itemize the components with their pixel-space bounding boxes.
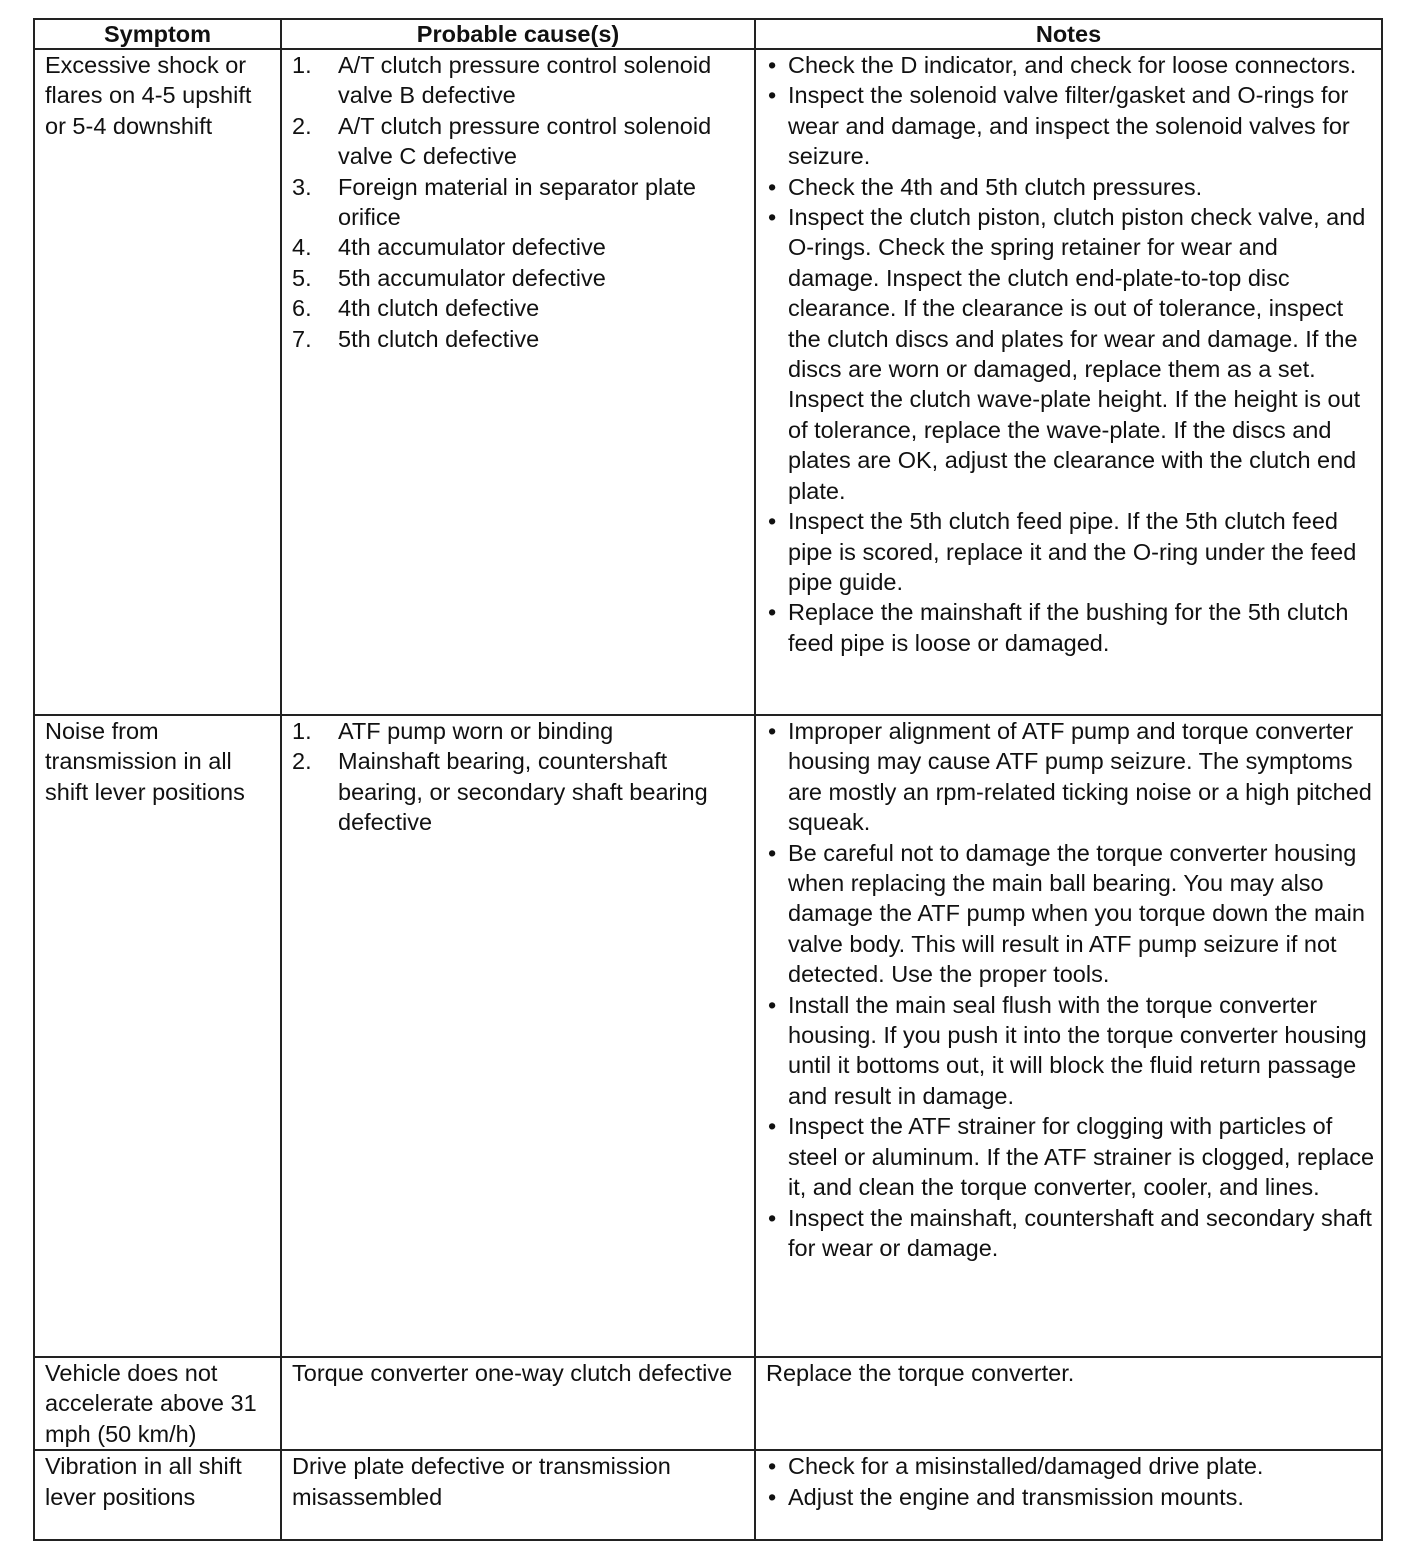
cause-text: 4th clutch defective [338, 295, 540, 322]
notes-cell: Replace the torque converter. [755, 1357, 1382, 1450]
symptom-cell: Noise from transmission in all shift lever positions [34, 715, 281, 1357]
note-text: Be careful not to damage the torque converter housing when replacing the main ball bearing. You may also damage the ATF pump when you torque down the main valve body. This will result in ATF pump seizure if not detected. Use the proper tools. [788, 839, 1365, 988]
cause-item [292, 746, 748, 837]
cause-number: 1. [292, 718, 312, 744]
cause-text: 5th accumulator defective [338, 264, 606, 291]
cause-item [292, 172, 748, 233]
cause-cell: Drive plate defective or transmission misassembled [281, 1450, 755, 1540]
note-item [766, 1451, 1375, 1481]
notes-cell [755, 1450, 1382, 1540]
note-text: Install the main seal flush with the torque converter housing. If you push it into the torque converter housing until it bottoms out, it will block the fluid return passage and result in damage. [788, 991, 1367, 1109]
bullet-icon: • [768, 599, 777, 626]
note-item [766, 1111, 1375, 1202]
symptom-cell: Vehicle does not accelerate above 31 mph (50 km/h) [34, 1357, 281, 1450]
symptom-cell: Vibration in all shift lever positions [34, 1450, 281, 1540]
note-text: Inspect the solenoid valve filter/gasket and O-rings for wear and damage, and inspect the solenoid valves for seizure. [788, 82, 1350, 170]
cause-text: 4th accumulator defective [338, 234, 606, 261]
cause-number: 2. [292, 112, 312, 139]
cause-text: A/T clutch pressure control solenoid valve C defective [338, 112, 712, 170]
note-text: Check the 4th and 5th clutch pressures. [788, 173, 1203, 200]
table-row [34, 1450, 1382, 1540]
note-item [766, 990, 1375, 1112]
cause-number: 7. [292, 325, 312, 352]
cause-list [292, 50, 748, 354]
bullet-icon: • [768, 1483, 777, 1510]
notes-cell [755, 49, 1382, 715]
cause-item [292, 111, 748, 172]
bullet-icon: • [768, 1453, 777, 1480]
note-item [766, 716, 1375, 838]
note-item [766, 506, 1375, 597]
cause-text: ATF pump worn or binding [338, 718, 614, 744]
note-item [766, 1203, 1375, 1264]
table-row [34, 49, 1382, 715]
notes-list [766, 1451, 1375, 1512]
header-notes: Notes [755, 19, 1382, 49]
note-text: Inspect the clutch piston, clutch piston check valve, and O-rings. Check the spring retainer for wear and damage. Inspect the clutch end-plate-to-top disc clearance. If the clearance is out of tolerance, inspect the clutch discs and plates for wear and damage. If the discs are worn or damaged, replace them as a set. Inspect the clutch wave-plate height. If the height is out of tolerance, replace the wave-plate. If the discs and plates are OK, adjust the clearance with the clutch end plate. [788, 204, 1366, 504]
cause-list [292, 716, 748, 838]
note-text: Check the D indicator, and check for loose connectors. [788, 52, 1357, 78]
bullet-icon: • [768, 1204, 777, 1231]
table-row [34, 715, 1382, 1357]
cause-item [292, 716, 748, 746]
note-text: Adjust the engine and transmission mounts. [788, 1483, 1244, 1510]
note-item [766, 80, 1375, 171]
cause-text: Mainshaft bearing, countershaft bearing, or secondary shaft bearing defective [338, 748, 708, 836]
notes-list [766, 50, 1375, 658]
note-item [766, 172, 1375, 202]
note-text: Check for a misinstalled/damaged drive plate. [788, 1453, 1264, 1480]
bullet-icon: • [768, 173, 777, 200]
note-text: Inspect the mainshaft, countershaft and secondary shaft for wear or damage. [788, 1204, 1372, 1261]
cause-text: 5th clutch defective [338, 325, 540, 352]
cause-number: 6. [292, 295, 312, 322]
cause-item [292, 293, 748, 323]
symptom-cell: Excessive shock or flares on 4-5 upshift or 5-4 downshift [34, 49, 281, 715]
cause-item [292, 50, 748, 111]
cause-number: 5. [292, 264, 312, 291]
cause-text: Foreign material in separator plate orifice [338, 173, 696, 231]
note-item [766, 202, 1375, 506]
header-cause: Probable cause(s) [281, 19, 755, 49]
bullet-icon: • [768, 52, 777, 78]
cause-cell [281, 49, 755, 715]
cause-cell: Torque converter one-way clutch defective [281, 1357, 755, 1450]
cause-item [292, 324, 748, 354]
cause-number: 4. [292, 234, 312, 261]
note-text: Improper alignment of ATF pump and torque converter housing may cause ATF pump seizure. The symptoms are mostly an rpm-related ticking noise or a high pitched squeak. [788, 718, 1372, 836]
header-row [34, 19, 1382, 49]
note-item [766, 597, 1375, 658]
cause-number: 3. [292, 173, 312, 200]
notes-list [766, 716, 1375, 1263]
cause-number: 2. [292, 748, 312, 775]
bullet-icon: • [768, 508, 777, 535]
cause-item [292, 232, 748, 262]
bullet-icon: • [768, 991, 777, 1018]
note-item [766, 50, 1375, 80]
cause-number: 1. [292, 52, 312, 78]
note-text: Inspect the 5th clutch feed pipe. If the 5th clutch feed pipe is scored, replace it and the O-ring under the feed pipe guide. [788, 508, 1357, 595]
bullet-icon: • [768, 204, 777, 231]
note-text: Inspect the ATF strainer for clogging with particles of steel or aluminum. If the ATF strainer is clogged, replace it, and clean the torque converter, cooler, and lines. [788, 1113, 1375, 1201]
cause-text: A/T clutch pressure control solenoid valve B defective [338, 52, 712, 109]
bullet-icon: • [768, 1113, 777, 1140]
table-row [34, 1357, 1382, 1450]
header-symptom: Symptom [34, 19, 281, 49]
bullet-icon: • [768, 718, 777, 744]
notes-cell [755, 715, 1382, 1357]
note-item [766, 838, 1375, 990]
note-text: Replace the mainshaft if the bushing for the 5th clutch feed pipe is loose or damaged. [788, 599, 1349, 656]
bullet-icon: • [768, 839, 777, 866]
troubleshooting-table [33, 18, 1383, 1541]
cause-cell [281, 715, 755, 1357]
note-item [766, 1482, 1375, 1512]
cause-item [292, 263, 748, 293]
bullet-icon: • [768, 82, 777, 109]
